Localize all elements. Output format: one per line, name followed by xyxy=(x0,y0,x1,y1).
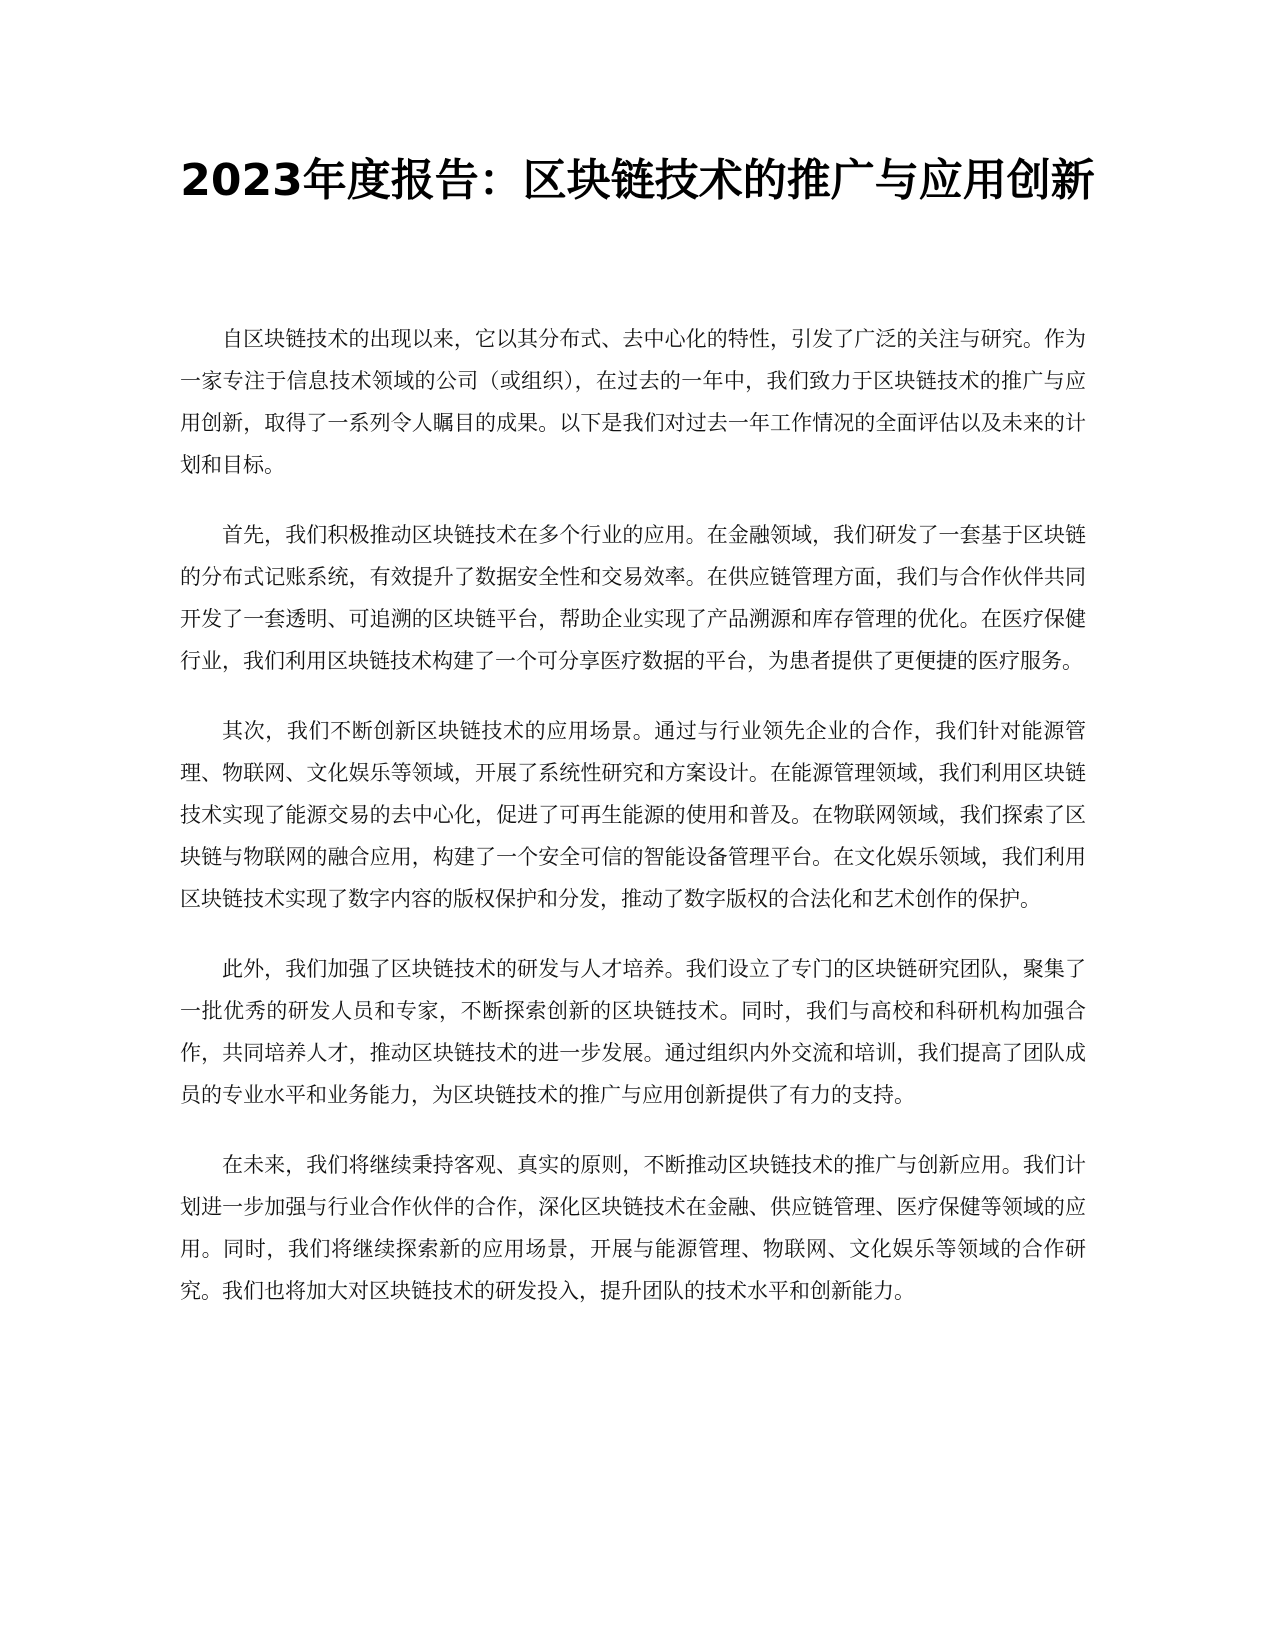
document-title: 2023年度报告：区块链技术的推广与应用创新 xyxy=(180,155,1095,206)
paragraph-3: 其次，我们不断创新区块链技术的应用场景。通过与行业领先企业的合作，我们针对能源管理、物联网、文化娱乐等领域，开展了系统性研究和方案设计。在能源管理领域，我们利用区块链技术实现了能源交易的去中心化，促进了可再生能源的使用和普及。在物联网领域，我们探索了区块链与物联网的融合应用，构建了一个安全可信的智能设备管理平台。在文化娱乐领域，我们利用区块链技术实现了数字内容的版权保护和分发，推动了数字版权的合法化和艺术创作的保护。 xyxy=(180,719,1086,911)
paragraph-1: 自区块链技术的出现以来，它以其分布式、去中心化的特性，引发了广泛的关注与研究。作为一家专注于信息技术领域的公司（或组织），在过去的一年中，我们致力于区块链技术的推广与应用创新，取得了一系列令人瞩目的成果。以下是我们对过去一年工作情况的全面评估以及未来的计划和目标。 xyxy=(180,327,1086,477)
document-body xyxy=(180,318,1086,1340)
paragraph-5: 在未来，我们将继续秉持客观、真实的原则，不断推动区块链技术的推广与创新应用。我们计划进一步加强与行业合作伙伴的合作，深化区块链技术在金融、供应链管理、医疗保健等领域的应用。同时，我们将继续探索新的应用场景，开展与能源管理、物联网、文化娱乐等领域的合作研究。我们也将加大对区块链技术的研发投入，提升团队的技术水平和创新能力。 xyxy=(180,1153,1086,1303)
paragraph-4: 此外，我们加强了区块链技术的研发与人才培养。我们设立了专门的区块链研究团队，聚集了一批优秀的研发人员和专家，不断探索创新的区块链技术。同时，我们与高校和科研机构加强合作，共同培养人才，推动区块链技术的进一步发展。通过组织内外交流和培训，我们提高了团队成员的专业水平和业务能力，为区块链技术的推广与应用创新提供了有力的支持。 xyxy=(180,957,1086,1107)
paragraph-2: 首先，我们积极推动区块链技术在多个行业的应用。在金融领域，我们研发了一套基于区块链的分布式记账系统，有效提升了数据安全性和交易效率。在供应链管理方面，我们与合作伙伴共同开发了一套透明、可追溯的区块链平台，帮助企业实现了产品溯源和库存管理的优化。在医疗保健行业，我们利用区块链技术构建了一个可分享医疗数据的平台，为患者提供了更便捷的医疗服务。 xyxy=(180,523,1086,673)
